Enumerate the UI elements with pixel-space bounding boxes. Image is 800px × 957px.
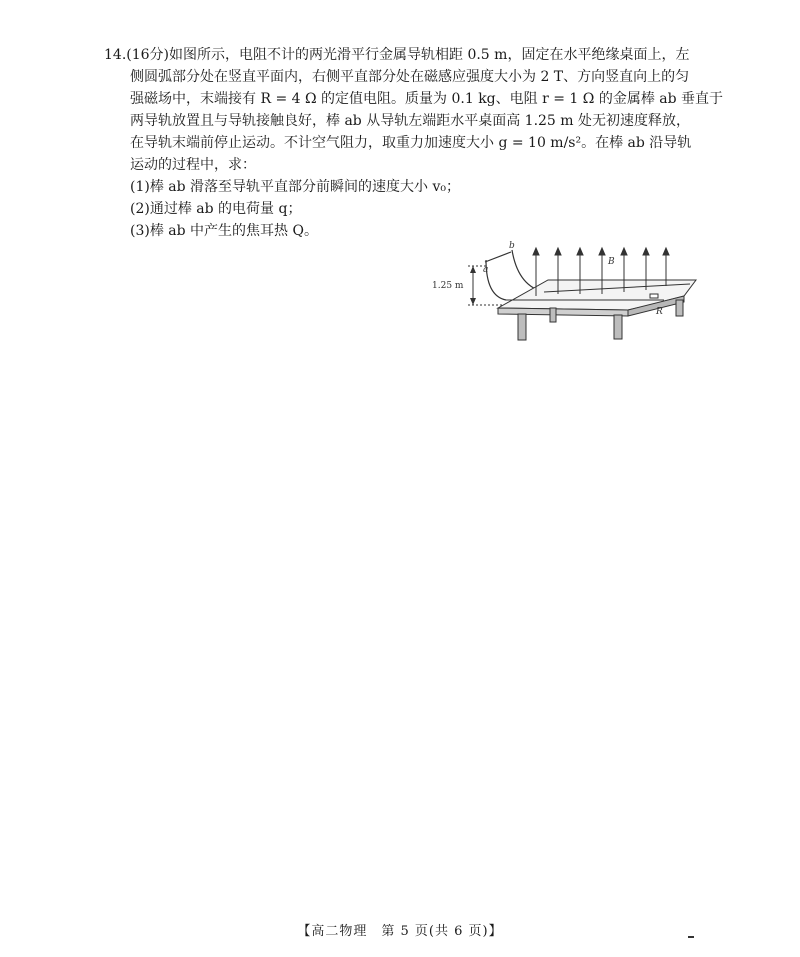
label-a: a <box>483 265 489 275</box>
question-line: 强磁场中，末端接有 R = 4 Ω 的定值电阻。质量为 0.1 kg、电阻 r = 1 Ω 的金属棒 ab 垂直于 <box>130 91 724 107</box>
metal-rod-ab <box>485 252 511 262</box>
label-R: R <box>656 307 663 317</box>
corner-mark <box>688 936 694 938</box>
sub-question-1: (1)棒 ab 滑落至导轨平直部分前瞬间的速度大小 v₀； <box>130 179 461 195</box>
label-b: b <box>509 241 515 251</box>
question-line: 两导轨放置且与导轨接触良好，棒 ab 从导轨左端距水平桌面高 1.25 m 处无初速度释放， <box>130 113 691 129</box>
page-footer: 【高二物理 第 5 页(共 6 页)】 <box>297 924 503 939</box>
height-label: 1.25 m <box>432 281 464 291</box>
resistor-R <box>650 294 658 298</box>
rail-table-figure <box>428 238 718 348</box>
question-line: 在导轨末端前停止运动。不计空气阻力，取重力加速度大小 g = 10 m/s²。在棒 ab 沿导轨 <box>130 135 692 151</box>
question-line: 运动的过程中，求： <box>130 157 256 173</box>
question-14 <box>104 44 724 242</box>
question-line: 14.(16分)如图所示，电阻不计的两光滑平行金属导轨相距 0.5 m，固定在水平绝缘桌面上，左 <box>104 47 690 63</box>
sub-question-3: (3)棒 ab 中产生的焦耳热 Q。 <box>130 223 318 239</box>
question-line: 侧圆弧部分处在竖直平面内，右侧平直部分处在磁感应强度大小为 2 T、方向竖直向上的匀 <box>130 69 690 85</box>
sub-question-2: (2)通过棒 ab 的电荷量 q； <box>130 201 302 217</box>
label-B: B <box>608 257 615 267</box>
